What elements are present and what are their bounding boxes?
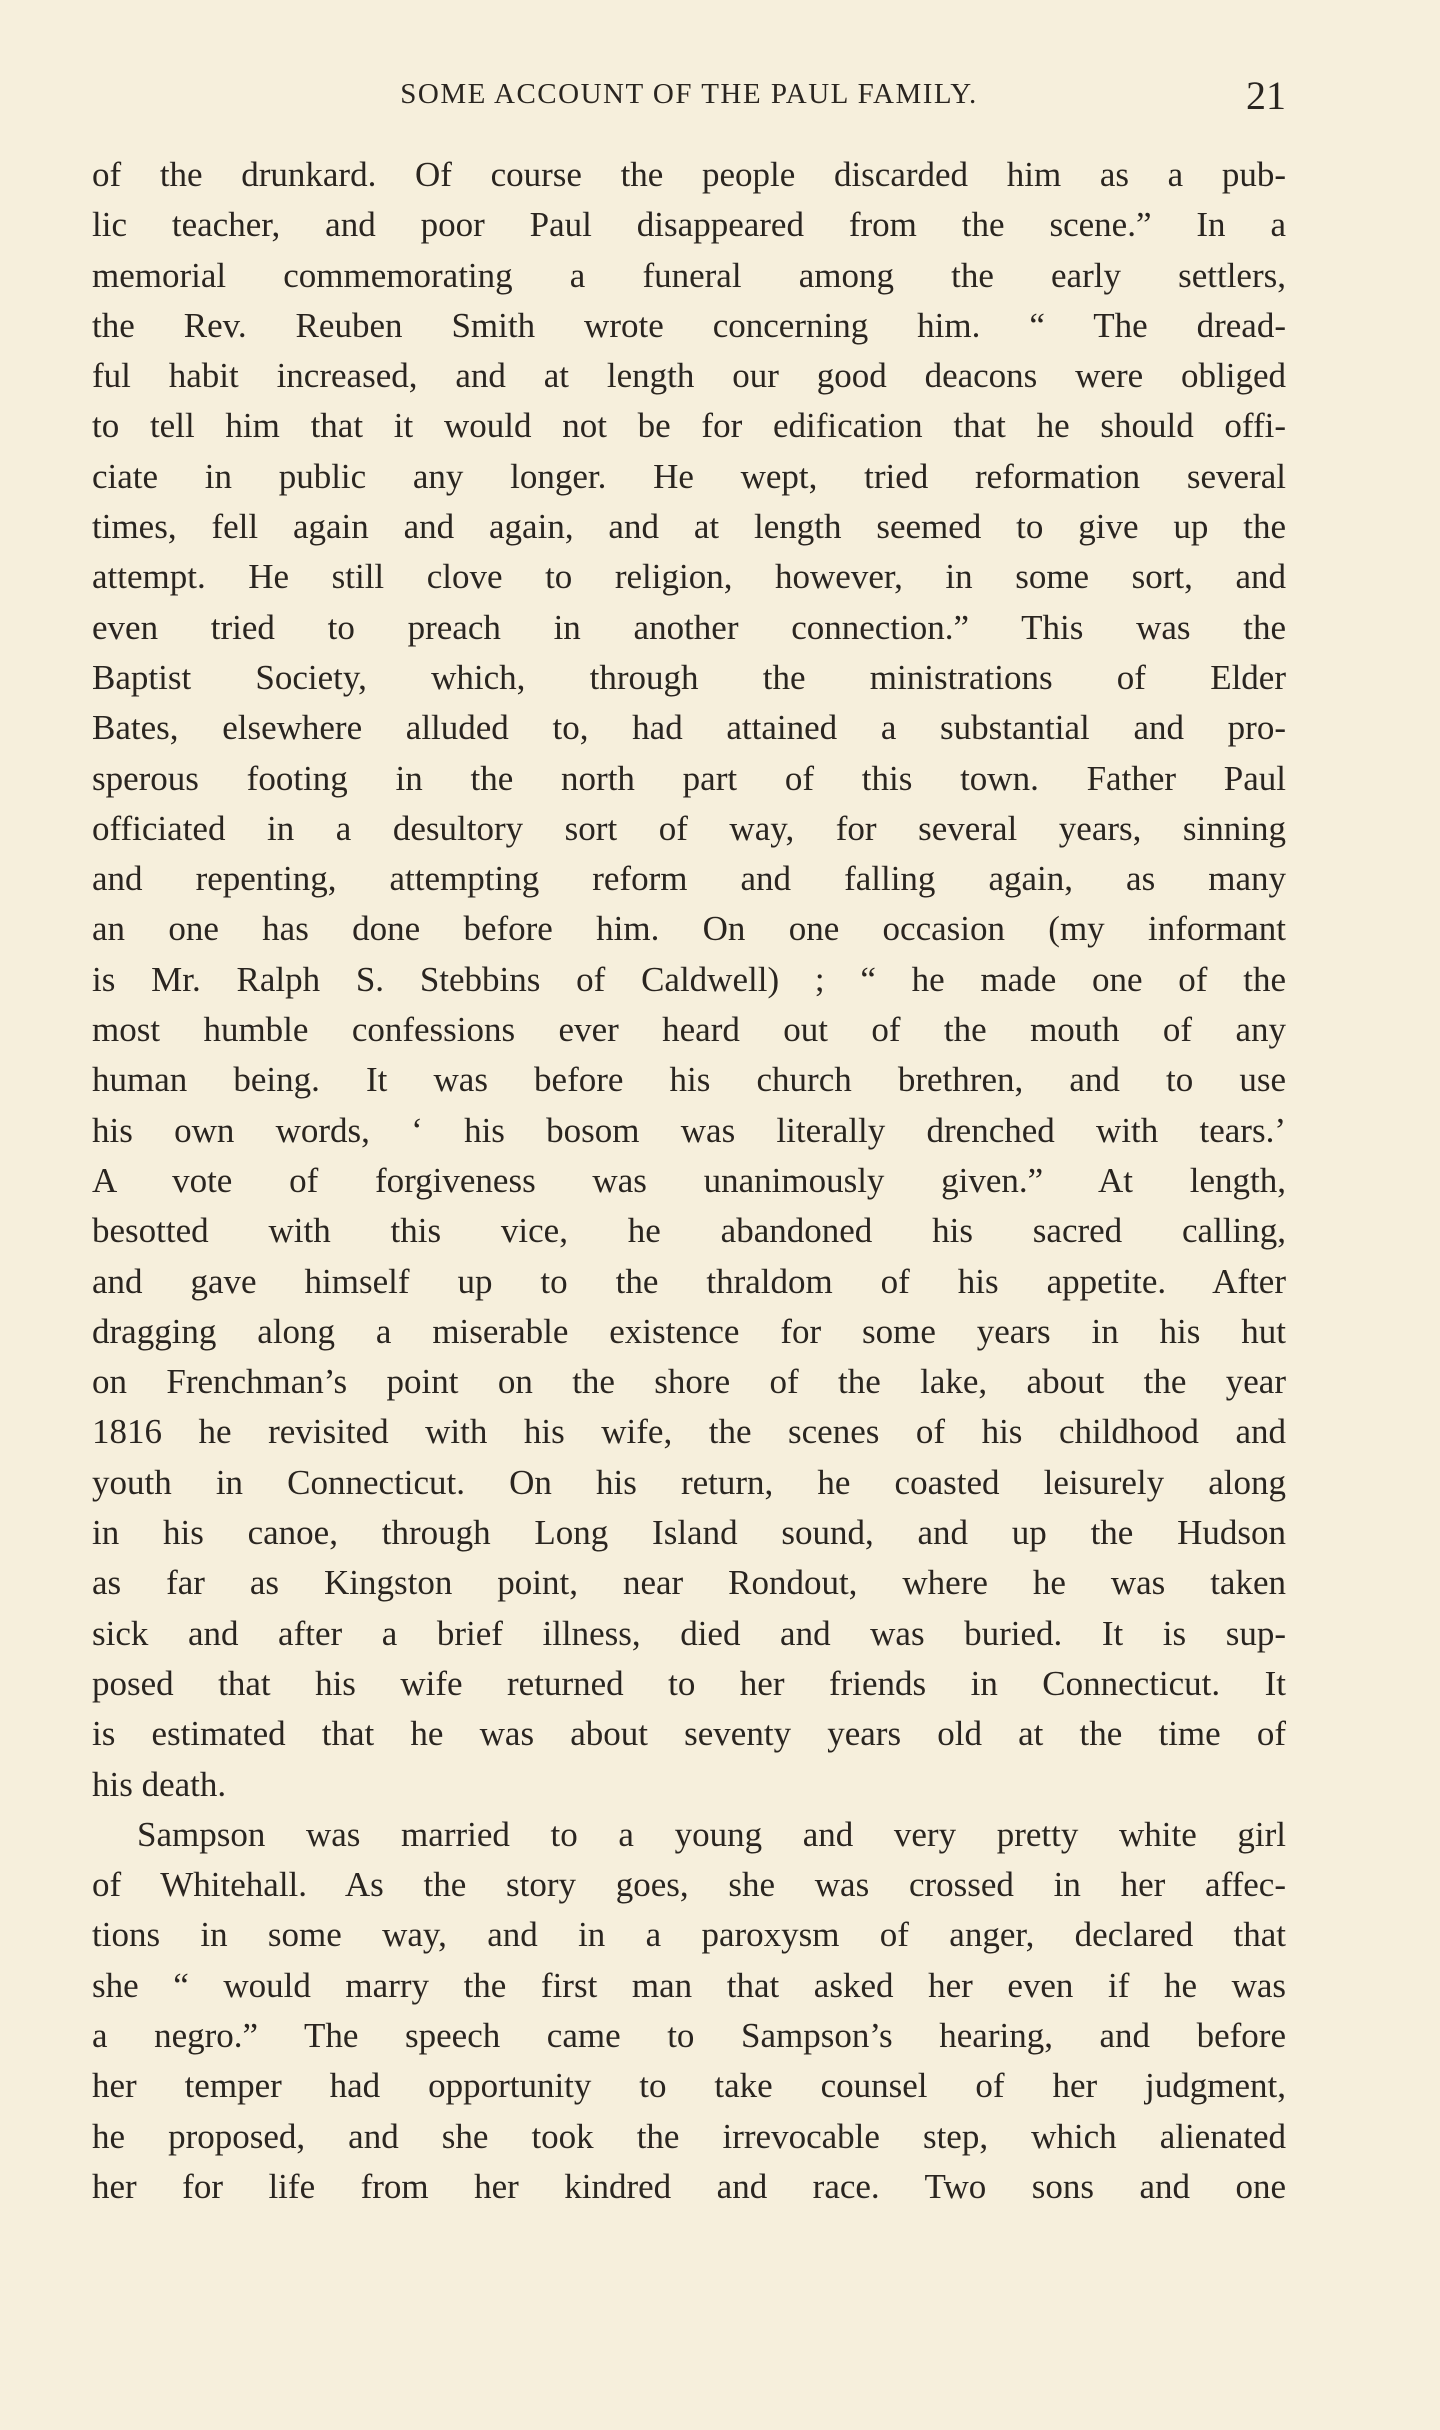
text-line: her temper had opportunity to take counsel of her judgment,	[92, 2066, 1286, 2106]
paragraph-2	[92, 1810, 1286, 2212]
text-line: she “ would marry the first man that asked her even if he was	[92, 1965, 1286, 2005]
text-line: is Mr. Ralph S. Stebbins of Caldwell) ; “ he made one of the	[92, 959, 1286, 999]
text-line: ciate in public any longer. He wept, tried reformation several	[92, 456, 1286, 496]
text-line: lic teacher, and poor Paul disappeared from the scene.” In a	[92, 205, 1286, 245]
page-number: 21	[1246, 73, 1286, 118]
text-line: sperous footing in the north part of this town. Father Paul	[92, 758, 1286, 798]
text-line: attempt. He still clove to religion, however, in some sort, and	[92, 557, 1286, 597]
text-line: posed that his wife returned to her friends in Connecticut. It	[92, 1663, 1286, 1703]
text-line: of the drunkard. Of course the people discarded him as a pub-	[92, 155, 1286, 194]
text-line: is estimated that he was about seventy years old at the time of	[92, 1714, 1286, 1754]
text-line: times, fell again and again, and at length seemed to give up the	[92, 507, 1286, 547]
text-line: to tell him that it would not be for edification that he should offi-	[92, 406, 1286, 446]
text-line: even tried to preach in another connection.” This was the	[92, 607, 1286, 647]
text-line: most humble confessions ever heard out of the mouth of any	[92, 1010, 1286, 1050]
text-line: sick and after a brief illness, died and was buried. It is sup-	[92, 1613, 1286, 1653]
body-text	[92, 150, 1286, 2212]
text-line: an one has done before him. On one occasion (my informant	[92, 909, 1286, 949]
text-line: of Whitehall. As the story goes, she was crossed in her affec-	[92, 1865, 1286, 1905]
paragraph-1	[92, 150, 1286, 1810]
text-line: on Frenchman’s point on the shore of the lake, about the year	[92, 1362, 1286, 1402]
text-line: a negro.” The speech came to Sampson’s hearing, and before	[92, 2015, 1286, 2055]
text-line: A vote of forgiveness was unanimously given.” At length,	[92, 1160, 1286, 1200]
text-line: his death.	[92, 1764, 227, 1804]
text-line: Sampson was married to a young and very pretty white girl	[137, 1814, 1286, 1854]
text-line: as far as Kingston point, near Rondout, where he was taken	[92, 1563, 1286, 1603]
text-line: officiated in a desultory sort of way, for several years, sinning	[92, 808, 1286, 848]
running-header	[92, 72, 1286, 122]
text-line: dragging along a miserable existence for some years in his hut	[92, 1311, 1286, 1351]
text-line: his own words, ‘ his bosom was literally drenched with tears.’	[92, 1110, 1286, 1150]
text-line: 1816 he revisited with his wife, the scenes of his childhood and	[92, 1412, 1286, 1452]
text-line: memorial commemorating a funeral among the early settlers,	[92, 255, 1286, 295]
text-line: ful habit increased, and at length our good deacons were obliged	[92, 356, 1286, 396]
text-line: besotted with this vice, he abandoned his sacred calling,	[92, 1211, 1286, 1251]
text-line: her for life from her kindred and race. Two sons and one	[92, 2166, 1286, 2206]
text-line: Bates, elsewhere alluded to, had attained a substantial and pro-	[92, 708, 1286, 748]
text-line: human being. It was before his church brethren, and to use	[92, 1060, 1286, 1100]
running-title: SOME ACCOUNT OF THE PAUL FAMILY.	[400, 78, 978, 110]
text-line: he proposed, and she took the irrevocable step, which alienated	[92, 2116, 1286, 2156]
text-line: tions in some way, and in a paroxysm of anger, declared that	[92, 1915, 1286, 1955]
text-line: and gave himself up to the thraldom of his appetite. After	[92, 1261, 1286, 1301]
text-line: youth in Connecticut. On his return, he coasted leisurely along	[92, 1462, 1286, 1502]
text-line: and repenting, attempting reform and falling again, as many	[92, 859, 1286, 899]
text-line: in his canoe, through Long Island sound, and up the Hudson	[92, 1513, 1286, 1553]
text-line: Baptist Society, which, through the ministrations of Elder	[92, 657, 1286, 697]
text-line: the Rev. Reuben Smith wrote concerning him. “ The dread-	[92, 305, 1286, 345]
